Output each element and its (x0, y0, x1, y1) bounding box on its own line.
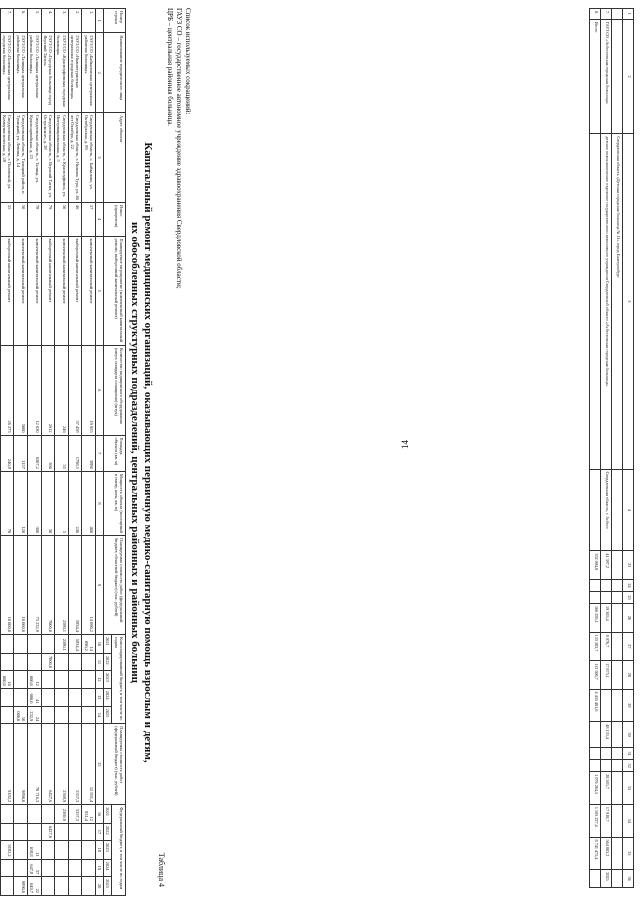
column-numbers-row (95, 9, 103, 896)
table-cell: 2369,9 (55, 805, 69, 824)
table-cell (55, 653, 69, 670)
continued-table (589, 8, 634, 888)
table-cell: 2369,9 (55, 724, 69, 805)
column-number: 1 (623, 9, 634, 20)
table-cell: 8. (590, 9, 601, 20)
header-type: Планируемое мероприятие (комплексный капитальный ремонт, выборочный капитальный ремонт) (104, 236, 126, 345)
table-caption: Таблица 4 (157, 852, 166, 887)
table-cell: 3. (55, 9, 69, 33)
table-cell: комплексный капитальный ремонт (82, 236, 96, 345)
table-cell (612, 760, 623, 772)
table-cell: Свердловская область, г. Асбест (601, 469, 612, 551)
header-equipment: Количество медицинского оборудования (сверх стандарта оснащения) (штук) (104, 345, 126, 435)
column-number: 18 (95, 840, 103, 859)
table-cell: 14 090,2 (82, 536, 96, 635)
year-header: 2021 (104, 634, 112, 653)
table-cell: 3880 (82, 435, 96, 471)
table-cell: Свердловская область, г. Красноуфимск, ул. Интернациональная, д. 5 (55, 113, 69, 203)
header-cost-total: Планируемая стоимость работ (федеральный бюджет, областной бюджет) (тыс. рублей) (104, 536, 126, 635)
header-num: Номер строки (104, 9, 126, 33)
table-cell (68, 653, 82, 670)
table-cell: 10 000,0 (14, 706, 28, 724)
table-cell: 300 (28, 471, 42, 535)
table-cell (82, 823, 96, 840)
table-cell: ГАУЗ СО «Нижнетуринская центральная городская больница» (68, 33, 82, 113)
table-cell: 6427,6 (41, 823, 55, 840)
table-cell: 400 (82, 471, 96, 535)
table-cell (55, 823, 69, 840)
table-cell: 8 076,7 (601, 632, 612, 661)
table-cell: Свердловская область, г. Полевской, ул. Коммунистическая, д. 28 (0, 113, 14, 203)
table-row (601, 9, 612, 888)
table-cell (0, 859, 14, 877)
table-cell (612, 722, 623, 748)
table-cell (0, 634, 14, 653)
column-number: 7 (95, 435, 103, 471)
table-cell: 10 000,0 (0, 671, 14, 689)
header-area: Площадь объекта (кв. м) (104, 435, 126, 471)
table-cell: 12 931,4 (82, 724, 96, 805)
table-cell: 2580,1 (55, 634, 69, 653)
table-row (14, 9, 28, 896)
table-cell (612, 870, 623, 888)
table-cell (612, 579, 623, 591)
table-cell: 55 (0, 202, 14, 236)
table-cell: 50 (55, 202, 69, 236)
column-number: 2 (95, 33, 103, 113)
table-cell (41, 706, 55, 724)
table-cell: 2612 (41, 345, 55, 435)
table-row (590, 9, 601, 888)
table-cell: 11 018,8 (28, 840, 42, 859)
column-number: 2 (623, 19, 634, 134)
header-address: Адрес объекта (104, 113, 126, 203)
table-cell: 564 883,2 (601, 837, 612, 870)
table-cell: 2580,1 (55, 536, 69, 635)
table-cell (82, 877, 96, 896)
year-header: 2021 (104, 805, 112, 824)
table-cell: 1 076 264,5 (590, 772, 601, 805)
table-row (55, 9, 69, 896)
table-cell: 2025 (601, 870, 612, 888)
table-cell: Свердловская область, с. Байкалово, ул. Октябрьская, д. 89 (82, 113, 96, 203)
year-header: 2022 (104, 653, 112, 670)
table-cell: 360 (41, 435, 55, 471)
table-cell (612, 19, 623, 134)
table-cell: выборочный капитальный ремонт (68, 236, 82, 345)
column-number: 6 (95, 345, 103, 435)
table-cell: 240,8 (0, 435, 14, 471)
table-row (82, 9, 96, 896)
table-cell (82, 688, 96, 706)
abbreviations-heading: Список используемых сокращений: (184, 8, 192, 115)
year-header: 2024 (104, 859, 112, 877)
table-cell: 4 435 481,6 (590, 689, 601, 722)
table-cell (41, 877, 55, 896)
table-cell (590, 134, 601, 469)
table-cell (82, 671, 96, 689)
table-cell: 79 (41, 202, 55, 236)
table-cell: 6427,6 (41, 724, 55, 805)
table-cell (0, 805, 14, 824)
table-cell: 5357,3 (68, 724, 82, 805)
table-cell (68, 688, 82, 706)
table-cell: 2. (68, 9, 82, 33)
table-cell: Свердловская область, г. Нижняя Тура, ул. 40 лет Октября, д. 22 (68, 113, 82, 203)
column-number: 15 (95, 724, 103, 805)
table-cell (41, 840, 55, 859)
table-cell: 22 049,7 (28, 877, 42, 896)
table-cell (601, 579, 612, 591)
table-cell: 14 090,2 (82, 634, 96, 653)
table-cell: 1. (82, 9, 96, 33)
table-cell: ГАУЗ СО «Городская больница город Верхний Тагил» (41, 33, 55, 113)
table-cell (55, 877, 69, 896)
table-cell: детское поликлиническое отделение государственного автономного учреждения Свердловской области «Асбестовская городская больница» (601, 134, 612, 469)
table-cell (590, 760, 601, 772)
column-number: 8 (95, 471, 103, 535)
table-cell: Итого (590, 19, 601, 134)
table-cell: 73 232,9 (28, 536, 42, 635)
table-cell: 10 000,0 (14, 536, 28, 635)
table-row (612, 9, 623, 888)
table-cell (14, 688, 28, 706)
section-title-line-1: Капитальный ремонт медицинских организаций, оказывающих первичную медико-санитарную помощь взрослым и детям, (142, 142, 154, 763)
table-cell: 6307,2 (28, 435, 42, 471)
table-cell (14, 671, 28, 689)
column-number: 13 (95, 688, 103, 706)
table-cell: 26 273 (0, 345, 14, 435)
column-number: 3 (95, 113, 103, 203)
table-cell (41, 688, 55, 706)
table-cell: выборочный капитальный ремонт (0, 236, 14, 345)
table-cell (0, 823, 14, 840)
table-cell (55, 706, 69, 724)
column-number: 24 (623, 579, 634, 591)
year-header: 2025 (104, 706, 112, 724)
table-cell: 46 (68, 202, 82, 236)
column-number: 9 (95, 536, 103, 635)
table-cell: 4. (41, 9, 55, 33)
table-cell (612, 591, 623, 603)
table-cell (612, 772, 623, 805)
table-cell (601, 689, 612, 722)
table-cell (14, 634, 28, 653)
table-cell: 352 004,0 (590, 551, 601, 580)
table-cell (28, 805, 42, 824)
year-header: 2024 (104, 688, 112, 706)
page-number: 14 (400, 440, 410, 449)
table-cell (612, 689, 623, 722)
header-federal: Федеральный бюджет, в том числе по годам (112, 805, 126, 896)
column-number: 17 (95, 823, 103, 840)
column-number: 25 (623, 591, 634, 603)
column-number: 4 (623, 469, 634, 551)
table-cell: ГАУЗ СО «Байкаловская центральная районная больница» (82, 33, 96, 113)
table-cell: Свердловская область, г. Верхний Тагил, ул. Островского, д. 28 (41, 113, 55, 203)
table-cell: 5 (55, 471, 69, 535)
table-cell: 5. (28, 9, 42, 33)
table-cell: 9182,2 (0, 840, 14, 859)
table-cell: комплексный капитальный ремонт (14, 236, 28, 345)
table-cell: 70 (0, 471, 14, 535)
table-cell: 246 (55, 345, 69, 435)
table-cell (590, 722, 601, 748)
table-cell: Свердловская область, г. Талица, ул. Красноармейская, д. 23 (28, 113, 42, 203)
table-cell: 24 232,9 (28, 706, 42, 724)
table-cell: 12 931,4 (82, 805, 96, 824)
table-cell (612, 469, 623, 551)
table-cell: 30 (41, 471, 55, 535)
table-cell (612, 632, 623, 661)
table-cell: 70 716,3 (28, 724, 42, 805)
table-cell: 120 (14, 471, 28, 535)
header-capacity: Мощность объекта (посещений в смену, коек, кв. м) (104, 471, 126, 535)
table-cell (0, 877, 14, 896)
table-cell: 12 000,0 (28, 671, 42, 689)
table-cell (612, 748, 623, 760)
column-number: 14 (95, 706, 103, 724)
table-cell: ГАУЗ СО «Талицкая центральная районная больница» (14, 33, 28, 113)
table-cell (14, 859, 28, 877)
table-cell: комплексный капитальный ремонт (55, 236, 69, 345)
table-cell: 19 955 (82, 345, 96, 435)
table-cell: 12 630 (28, 345, 42, 435)
table-cell: комплексный капитальный ремонт (28, 236, 42, 345)
table-cell (41, 634, 55, 653)
abbreviation-item: ГАУЗ СО – государственное автономное учреждение здравоохранения Свердловской области; (175, 8, 183, 289)
table-cell: ГАУЗ СО «Красноуфимская городская больница» (55, 33, 69, 113)
header-consolidated: Консолидированный бюджет, в том числе по годам (112, 634, 126, 723)
table-cell (68, 706, 82, 724)
table-cell (68, 840, 82, 859)
table-cell (28, 823, 42, 840)
table-cell (612, 661, 623, 689)
table-cell: 5834,4 (68, 536, 82, 635)
table-cell (82, 840, 96, 859)
table-cell: 5834,4 (68, 634, 82, 653)
table-cell (55, 859, 69, 877)
column-number: 30 (623, 722, 634, 748)
column-number: 26 (623, 604, 634, 633)
table-cell: 17 918,7 (601, 804, 612, 837)
table-cell: 5357,3 (68, 805, 82, 824)
table-cell (601, 591, 612, 603)
table-cell: 9890,0 (14, 724, 28, 805)
table-cell: 37 647,8 (28, 859, 42, 877)
abbreviation-item: ЦРБ – центральная районная больница. (166, 8, 174, 127)
column-number: 35 (623, 837, 634, 870)
table-cell (0, 688, 14, 706)
table-cell (14, 840, 28, 859)
table-cell: 9890,0 (14, 877, 28, 896)
table-cell (601, 748, 612, 760)
main-table-body (0, 9, 95, 896)
column-number: 32 (623, 760, 634, 772)
table-cell (68, 877, 82, 896)
table-cell: 19 383,4 (601, 604, 612, 633)
table-cell (590, 748, 601, 760)
table-cell: 41 397,2 (601, 551, 612, 580)
table-cell (612, 804, 623, 837)
table-cell: 112 506,7 (590, 661, 601, 689)
table-cell (28, 653, 42, 670)
table-cell: 7. (601, 9, 612, 20)
column-number: 11 (95, 653, 103, 670)
main-table (0, 8, 126, 896)
table-row (68, 9, 82, 896)
table-cell (612, 9, 623, 20)
column-number: 23 (623, 551, 634, 580)
table-cell: выборочный капитальный ремонт (41, 236, 55, 345)
column-number: 20 (95, 877, 103, 896)
table-cell: 10 000,0 (0, 536, 14, 635)
table-row (0, 9, 14, 896)
table-cell (14, 823, 28, 840)
column-number: 28 (623, 661, 634, 689)
table-cell: 50 (14, 202, 28, 236)
table-cell: 9182,2 (0, 724, 14, 805)
table-cell: ГАУЗ СО «Талицкая центральная районная больница» (28, 33, 42, 113)
column-number: 12 (95, 671, 103, 689)
table-cell (28, 634, 42, 653)
column-number: 34 (623, 804, 634, 837)
table-cell (590, 591, 601, 603)
year-header: 2023 (104, 840, 112, 859)
column-number: 27 (623, 632, 634, 661)
table-row (41, 9, 55, 896)
table-cell (68, 671, 82, 689)
table-cell: 1798,5 (68, 435, 82, 471)
column-number: 16 (95, 805, 103, 824)
header-wear: Износ (процентов) (104, 202, 126, 236)
table-cell: 48 133,4 (601, 722, 612, 748)
year-header: 2023 (104, 671, 112, 689)
column-number: 5 (95, 236, 103, 345)
table-cell: 1157 (14, 435, 28, 471)
column-number: 36 (623, 870, 634, 888)
table-cell (14, 805, 28, 824)
column-number: 33 (623, 772, 634, 805)
year-header: 2022 (104, 823, 112, 840)
table-cell (0, 706, 14, 724)
column-number: 1 (95, 9, 103, 33)
table-cell: 55 (55, 435, 69, 471)
table-cell (55, 840, 69, 859)
table-cell (590, 469, 601, 551)
abbreviations-block (165, 8, 192, 289)
table-cell: 246 (68, 471, 82, 535)
column-number: 10 (95, 634, 103, 653)
table-cell (0, 653, 14, 670)
table-cell (590, 579, 601, 591)
table-cell (55, 671, 69, 689)
column-numbers-row (623, 9, 634, 888)
table-cell (601, 760, 612, 772)
year-header: 2025 (104, 877, 112, 896)
table-cell (68, 823, 82, 840)
column-number: 19 (95, 859, 103, 877)
table-cell: 133 383,7 (590, 632, 601, 661)
table-cell (612, 551, 623, 580)
table-cell: 7. (0, 9, 14, 33)
table-cell (41, 859, 55, 877)
table-cell (82, 706, 96, 724)
table-cell: 1 103 227,4 (590, 804, 601, 837)
table-cell (590, 870, 601, 888)
table-row (28, 9, 42, 896)
table-cell: 5000 (14, 345, 28, 435)
column-number: 31 (623, 748, 634, 760)
table-cell: 37 458 (68, 345, 82, 435)
column-number: 4 (95, 202, 103, 236)
table-cell (82, 859, 96, 877)
column-number: 29 (623, 689, 634, 722)
table-cell: 7000,0 (41, 653, 55, 670)
header-cost-federal: Планируемая стоимость работ (федеральный бюджет) (тыс. рублей) (104, 724, 126, 805)
table-cell (41, 805, 55, 824)
column-number: 3 (623, 134, 634, 469)
table-cell: 7000,0 (41, 536, 55, 635)
table-cell: ГАУЗ СО «Полевская центральная городская больница» (0, 33, 14, 113)
table-cell: Свердловская область, Талицкий район, п. Троицкий, ул. Ленина, д. 14 (14, 113, 28, 203)
table-cell: 78 (28, 202, 42, 236)
table-cell (612, 837, 623, 870)
header-name: Наименование юридического лица (104, 33, 126, 113)
table-cell: 17 875,1 (601, 661, 612, 689)
table-cell (14, 653, 28, 670)
table-cell: 8 741 475,4 (590, 837, 601, 870)
table-cell: 6. (14, 9, 28, 33)
table-cell (55, 688, 69, 706)
table-cell: 166 295,1 (590, 604, 601, 633)
table-cell (68, 859, 82, 877)
table-cell: ГАУЗ СО «Асбестовская городская больница» (601, 19, 612, 134)
table-cell: 57 (82, 202, 96, 236)
table-cell (41, 671, 55, 689)
table-cell (82, 653, 96, 670)
continued-table-body (590, 9, 623, 888)
table-cell: 41 000,0 (28, 688, 42, 706)
table-cell: 28 583,7 (601, 772, 612, 805)
section-title-line-2: их обособленных структурных подразделений, центральных районных и районных больниц (129, 221, 141, 684)
table-cell (612, 604, 623, 633)
table-cell: Свердловская область «Детская городская больница № 11» город Екатеринбург (612, 134, 623, 469)
